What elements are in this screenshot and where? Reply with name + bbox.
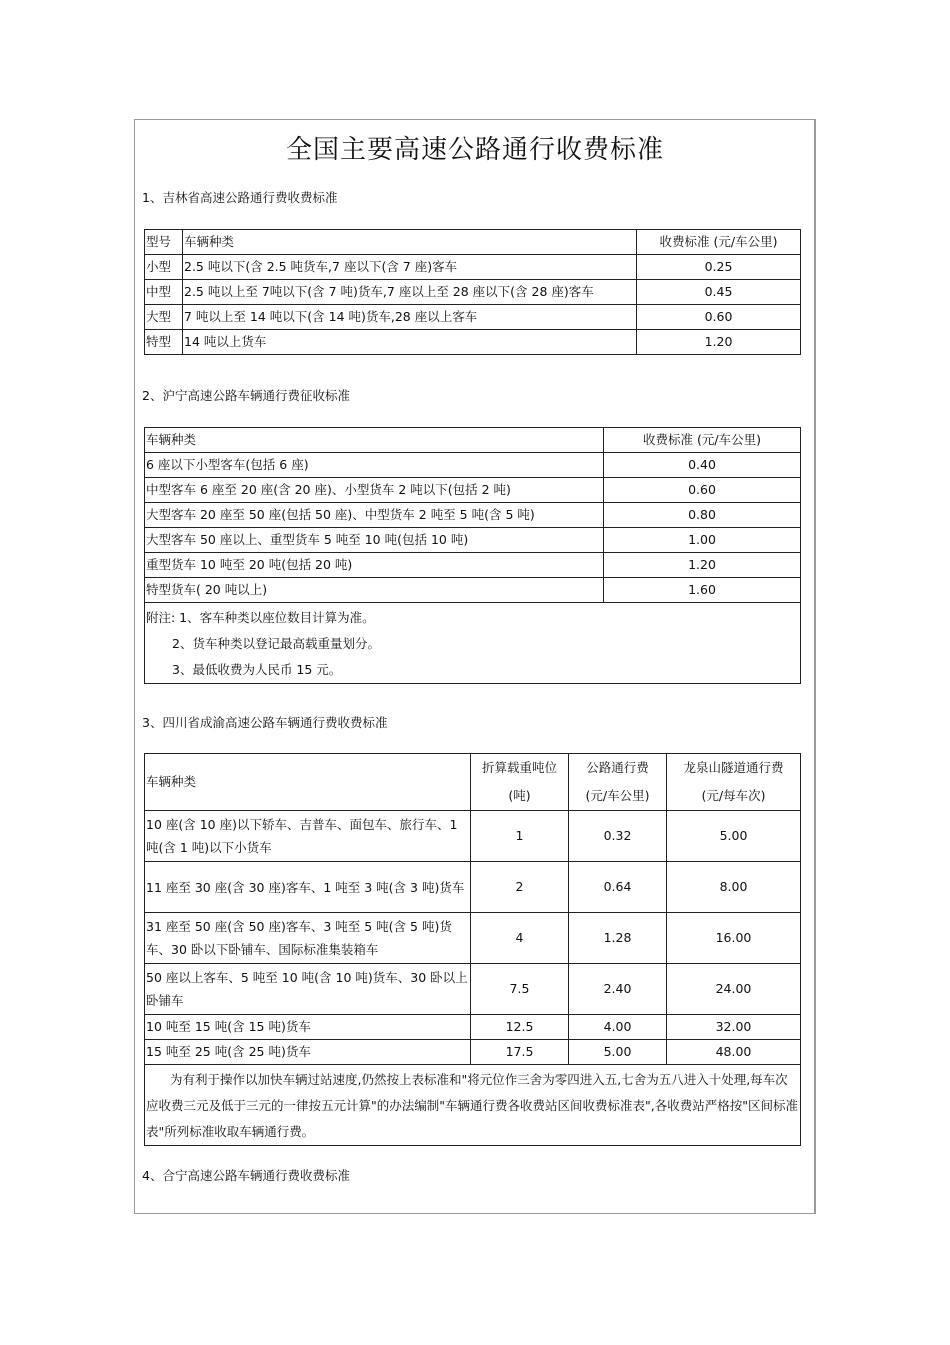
section-1-heading: 1、吉林省高速公路通行费收费标准 — [142, 190, 338, 205]
vehicle-cell: 11 座至 30 座(含 30 座)客车、1 吨至 3 吨(含 3 吨)货车 — [145, 862, 471, 913]
tonnage-cell: 1 — [471, 811, 569, 862]
rate-cell: 1.20 — [604, 553, 801, 578]
vehicle-cell: 大型客车 50 座以上、重型货车 5 吨至 10 吨(包括 10 吨) — [145, 528, 604, 553]
vehicle-cell: 2.5 吨以上至 7吨以下(含 7 吨)货车,7 座以上至 28 座以下(含 28 座)客车 — [183, 280, 637, 305]
rate-cell: 0.45 — [637, 280, 801, 305]
header-cell: 车辆种类 — [145, 754, 471, 811]
header-line: 龙泉山隧道通行费 — [683, 760, 784, 775]
rate-cell: 1.00 — [604, 528, 801, 553]
road-fee-cell: 1.28 — [569, 913, 667, 964]
vehicle-cell: 重型货车 10 吨至 20 吨(包括 20 吨) — [145, 553, 604, 578]
tonnage-cell: 7.5 — [471, 964, 569, 1015]
tunnel-fee-cell: 8.00 — [667, 862, 801, 913]
table-row — [145, 1040, 801, 1065]
huning-fee-table — [144, 427, 801, 684]
table-row — [145, 330, 801, 355]
tunnel-fee-cell: 24.00 — [667, 964, 801, 1015]
rate-cell: 0.60 — [637, 305, 801, 330]
rate-cell: 1.20 — [637, 330, 801, 355]
type-cell: 大型 — [145, 305, 183, 330]
table-row — [145, 862, 801, 913]
vehicle-cell: 10 吨至 15 吨(含 15 吨)货车 — [145, 1015, 471, 1040]
road-fee-cell: 2.40 — [569, 964, 667, 1015]
table-row — [145, 503, 801, 528]
header-cell: 型号 — [145, 230, 183, 255]
table-row — [145, 453, 801, 478]
vehicle-cell: 15 吨至 25 吨(含 25 吨)货车 — [145, 1040, 471, 1065]
table-header-row — [145, 754, 801, 811]
notes-cell — [145, 603, 801, 684]
tonnage-cell: 12.5 — [471, 1015, 569, 1040]
header-cell — [569, 754, 667, 811]
tunnel-fee-cell: 48.00 — [667, 1040, 801, 1065]
table-row — [145, 528, 801, 553]
type-cell: 小型 — [145, 255, 183, 280]
table-row — [145, 811, 801, 862]
road-fee-cell: 4.00 — [569, 1015, 667, 1040]
rate-cell: 0.80 — [604, 503, 801, 528]
table-row — [145, 478, 801, 503]
table-row — [145, 913, 801, 964]
notes-row — [145, 1065, 801, 1146]
rate-cell: 0.25 — [637, 255, 801, 280]
table-row — [145, 553, 801, 578]
table-row — [145, 305, 801, 330]
header-cell — [667, 754, 801, 811]
table-row — [145, 578, 801, 603]
header-unit: (元/车公里) — [585, 788, 650, 803]
header-cell: 车辆种类 — [183, 230, 637, 255]
vehicle-cell: 14 吨以上货车 — [183, 330, 637, 355]
tonnage-cell: 2 — [471, 862, 569, 913]
section-4-heading: 4、合宁高速公路车辆通行费收费标准 — [142, 1168, 350, 1183]
vehicle-cell: 50 座以上客车、5 吨至 10 吨(含 10 吨)货车、30 卧以上卧铺车 — [145, 964, 471, 1015]
table-row — [145, 255, 801, 280]
tunnel-fee-cell: 16.00 — [667, 913, 801, 964]
rate-cell: 0.60 — [604, 478, 801, 503]
header-cell: 收费标准 (元/车公里) — [604, 428, 801, 453]
tonnage-cell: 17.5 — [471, 1040, 569, 1065]
road-fee-cell: 0.64 — [569, 862, 667, 913]
section-3-heading: 3、四川省成渝高速公路车辆通行费收费标准 — [142, 715, 388, 730]
rate-cell: 1.60 — [604, 578, 801, 603]
table-header-row — [145, 230, 801, 255]
tunnel-fee-cell: 32.00 — [667, 1015, 801, 1040]
note-line: 3、最低收费为人民币 15 元。 — [172, 662, 342, 677]
type-cell: 中型 — [145, 280, 183, 305]
rate-cell: 0.40 — [604, 453, 801, 478]
vehicle-cell: 31 座至 50 座(含 50 座)客车、3 吨至 5 吨(含 5 吨)货车、30 卧以下卧铺车、国际标准集装箱车 — [145, 913, 471, 964]
note-line: 2、货车种类以登记最高载重量划分。 — [172, 636, 380, 651]
header-line: 折算载重吨位 — [481, 760, 557, 775]
header-unit: (吨) — [508, 788, 531, 803]
vehicle-cell: 2.5 吨以下(含 2.5 吨货车,7 座以下(含 7 座)客车 — [183, 255, 637, 280]
vehicle-cell: 7 吨以上至 14 吨以下(含 14 吨)货车,28 座以上客车 — [183, 305, 637, 330]
note-line: 附注: 1、客车种类以座位数目计算为准。 — [146, 610, 375, 625]
notes-cell: 为有利于操作以加快车辆过站速度,仍然按上表标准和"将元位作三舍为零四进入五,七舍为五八进入十处理,每车次应收费三元及低于三元的一律按五元计算"的办法编制"车辆通行费各收费站区间收费标准表",各收费站严格按"区间标准表"所列标准收取车辆通行费。 — [145, 1065, 801, 1146]
vehicle-cell: 中型客车 6 座至 20 座(含 20 座)、小型货车 2 吨以下(包括 2 吨) — [145, 478, 604, 503]
section-2-heading: 2、沪宁高速公路车辆通行费征收标准 — [142, 388, 350, 403]
tonnage-cell: 4 — [471, 913, 569, 964]
header-cell: 车辆种类 — [145, 428, 604, 453]
chengyu-fee-table — [144, 753, 801, 1146]
notes-row — [145, 603, 801, 684]
tunnel-fee-cell: 5.00 — [667, 811, 801, 862]
table-row — [145, 964, 801, 1015]
table-row — [145, 280, 801, 305]
road-fee-cell: 5.00 — [569, 1040, 667, 1065]
header-line: 公路通行费 — [586, 760, 649, 775]
jilin-fee-table — [144, 229, 801, 355]
table-row — [145, 1015, 801, 1040]
page-title: 全国主要高速公路通行收费标准 — [285, 135, 664, 165]
vehicle-cell: 大型客车 20 座至 50 座(包括 50 座)、中型货车 2 吨至 5 吨(含 5 吨) — [145, 503, 604, 528]
type-cell: 特型 — [145, 330, 183, 355]
vehicle-cell: 特型货车( 20 吨以上) — [145, 578, 604, 603]
header-cell: 收费标准 (元/车公里) — [637, 230, 801, 255]
vehicle-cell: 10 座(含 10 座)以下轿车、吉普车、面包车、旅行车、1 吨(含 1 吨)以下小货车 — [145, 811, 471, 862]
header-unit: (元/每车次) — [701, 788, 766, 803]
vehicle-cell: 6 座以下小型客车(包括 6 座) — [145, 453, 604, 478]
table-header-row — [145, 428, 801, 453]
road-fee-cell: 0.32 — [569, 811, 667, 862]
header-cell — [471, 754, 569, 811]
